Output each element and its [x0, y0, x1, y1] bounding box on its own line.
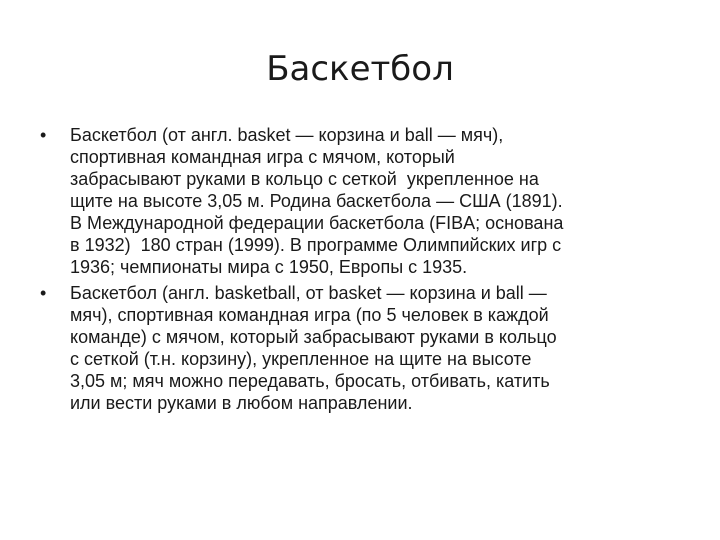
slide-title: Баскетбол — [266, 49, 454, 89]
bullet-line: 3,05 м; мяч можно передавать, бросать, отбивать, катить — [70, 371, 550, 391]
bullet-line: Баскетбол (англ. basketball, от basket — корзина и ball — — [70, 283, 547, 303]
bullet-dot-icon: • — [40, 125, 47, 145]
bullet-line: забрасывают руками в кольцо с сеткой укрепленное на — [70, 169, 539, 189]
bullet-line: с сеткой (т.н. корзину), укрепленное на щите на высоте — [70, 349, 532, 369]
bullet-line: Баскетбол (от англ. basket — корзина и ball — мяч), — [70, 125, 504, 145]
bullet-item-1 — [36, 124, 676, 278]
bullet-line: в 1932) 180 стран (1999). В программе Олимпийских игр с — [70, 235, 562, 255]
bullet-line: команде) с мячом, который забрасывают руками в кольцо — [70, 327, 557, 347]
bullet-line: В Международной федерации баскетбола (FIBA; основана — [70, 213, 564, 233]
bullet-line: щите на высоте 3,05 м. Родина баскетбола — США (1891). — [70, 191, 563, 211]
bullet-item-2 — [36, 282, 676, 414]
bullet-line: спортивная командная игра с мячом, который — [70, 147, 455, 167]
bullet-line: 1936; чемпионаты мира с 1950, Европы с 1935. — [70, 257, 468, 277]
bullet-line: или вести руками в любом направлении. — [70, 393, 413, 413]
bullet-line: мяч), спортивная командная игра (по 5 человек в каждой — [70, 305, 549, 325]
bullet-dot-icon: • — [40, 283, 47, 303]
bullet-list — [36, 124, 676, 418]
